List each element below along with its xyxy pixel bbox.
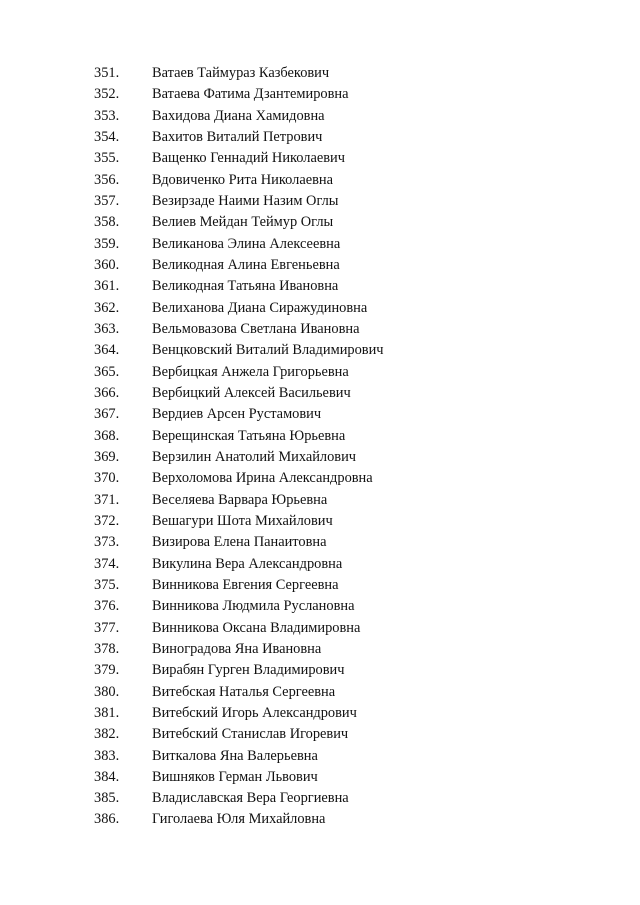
list-item-number: 366. <box>94 384 120 401</box>
list-item-name: Винникова Людмила Руслановна <box>152 598 355 615</box>
list-item <box>0 340 640 361</box>
list-item-number: 356. <box>94 171 120 188</box>
list-item <box>0 746 640 767</box>
list-item <box>0 362 640 383</box>
list-item-number: 358. <box>94 214 120 231</box>
list-item <box>0 703 640 724</box>
list-item <box>0 788 640 809</box>
list-item <box>0 660 640 681</box>
list-item-name: Веселяева Варвара Юрьевна <box>152 491 328 508</box>
list-item <box>0 447 640 468</box>
list-item-number: 359. <box>94 235 120 252</box>
list-item-name: Ващенко Геннадий Николаевич <box>152 150 345 167</box>
list-item <box>0 383 640 404</box>
list-item-name: Верещинская Татьяна Юрьевна <box>152 427 346 444</box>
list-item-number: 365. <box>94 363 120 380</box>
list-item-name: Вербицкая Анжела Григорьевна <box>152 363 349 380</box>
list-item-name: Вельмовазова Светлана Ивановна <box>152 320 360 337</box>
list-item-number: 361. <box>94 278 120 295</box>
list-item <box>0 639 640 660</box>
list-item-name: Вердиев Арсен Рустамович <box>152 406 322 423</box>
list-item-name: Велиханова Диана Сиражудиновна <box>152 299 368 316</box>
list-item-name: Вишняков Герман Львович <box>152 768 318 785</box>
list-item-number: 352. <box>94 86 120 103</box>
list-item-name: Великодная Алина Евгеньевна <box>152 256 340 273</box>
list-item-number: 367. <box>94 406 120 423</box>
list-item-name: Ватаев Таймураз Казбекович <box>152 65 330 81</box>
list-item-number: 380. <box>94 683 120 700</box>
list-item <box>0 319 640 340</box>
list-item-name: Ватаева Фатима Дзантемировна <box>152 86 349 103</box>
list-item <box>0 212 640 233</box>
list-item <box>0 575 640 596</box>
list-item <box>0 596 640 617</box>
list-item-name: Витебский Станислав Игоревич <box>152 726 349 743</box>
list-item-name: Верзилин Анатолий Михайлович <box>152 448 357 465</box>
list-item-name: Вахитов Виталий Петрович <box>152 128 323 145</box>
list-item-number: 369. <box>94 448 120 465</box>
list-item-name: Везирзаде Наими Назим Оглы <box>152 192 339 209</box>
list-item-number: 363. <box>94 320 120 337</box>
list-item <box>0 468 640 489</box>
list-item <box>0 106 640 127</box>
list-item <box>0 255 640 276</box>
list-item-number: 370. <box>94 470 120 487</box>
list-item-number: 379. <box>94 662 120 679</box>
list-item-number: 385. <box>94 790 120 807</box>
list-item <box>0 426 640 447</box>
list-item-number: 360. <box>94 256 120 273</box>
list-item-name: Витебская Наталья Сергеевна <box>152 683 336 700</box>
list-item-number: 381. <box>94 704 120 721</box>
list-item-number: 376. <box>94 598 120 615</box>
list-item-name: Велиев Мейдан Теймур Оглы <box>152 214 334 231</box>
list-item <box>0 554 640 575</box>
list-item <box>0 724 640 745</box>
list-item-number: 362. <box>94 299 120 316</box>
list-item-name: Владиславская Вера Георгиевна <box>152 790 349 807</box>
list-item <box>0 298 640 319</box>
list-item <box>0 490 640 511</box>
list-item-number: 384. <box>94 768 120 785</box>
list-item-number: 374. <box>94 555 120 572</box>
list-item <box>0 767 640 788</box>
list-item-name: Витебский Игорь Александрович <box>152 704 357 721</box>
list-item <box>0 148 640 169</box>
list-item-number: 354. <box>94 128 120 145</box>
list-item-number: 357. <box>94 192 120 209</box>
list-item-name: Виткалова Яна Валерьевна <box>152 747 318 764</box>
list-item-number: 378. <box>94 640 120 657</box>
list-item-name: Верхоломова Ирина Александровна <box>152 470 373 487</box>
list-item-number: 368. <box>94 427 120 444</box>
list-item-name: Вешагури Шота Михайлович <box>152 512 333 529</box>
list-item-number: 375. <box>94 576 120 593</box>
list-item-number: 373. <box>94 534 120 551</box>
list-item-number: 371. <box>94 491 120 508</box>
list-item <box>0 532 640 553</box>
list-item <box>0 809 640 830</box>
list-item-name: Вдовиченко Рита Николаевна <box>152 171 333 188</box>
list-item-name: Великанова Элина Алексеевна <box>152 235 341 252</box>
list-item-name: Гиголаева Юля Михайловна <box>152 811 326 828</box>
list-item <box>0 618 640 639</box>
list-item-number: 351. <box>94 65 120 81</box>
list-item-name: Вирабян Гурген Владимирович <box>152 662 345 679</box>
list-item <box>0 682 640 703</box>
list-item <box>0 276 640 297</box>
list-item-name: Венцковский Виталий Владимирович <box>152 342 384 359</box>
list-item-number: 383. <box>94 747 120 764</box>
list-item <box>0 127 640 148</box>
list-item-name: Вахидова Диана Хамидовна <box>152 107 325 124</box>
list-item-number: 355. <box>94 150 120 167</box>
list-item <box>0 234 640 255</box>
list-item <box>0 63 640 84</box>
list-item-name: Винникова Оксана Владимировна <box>152 619 361 636</box>
list-item-number: 377. <box>94 619 120 636</box>
list-item-number: 353. <box>94 107 120 124</box>
list-item-number: 382. <box>94 726 120 743</box>
list-item <box>0 511 640 532</box>
list-item-name: Великодная Татьяна Ивановна <box>152 278 339 295</box>
list-item-name: Вербицкий Алексей Васильевич <box>152 384 351 401</box>
list-item <box>0 191 640 212</box>
list-item-number: 372. <box>94 512 120 529</box>
list-item <box>0 404 640 425</box>
list-item-name: Винникова Евгения Сергеевна <box>152 576 339 593</box>
list-item <box>0 170 640 191</box>
list-item-number: 386. <box>94 811 120 828</box>
list-item-name: Викулина Вера Александровна <box>152 555 343 572</box>
list-item-name: Виноградова Яна Ивановна <box>152 640 322 657</box>
list-item-number: 364. <box>94 342 120 359</box>
numbered-name-list <box>0 63 640 831</box>
list-item-name: Визирова Елена Панаитовна <box>152 534 327 551</box>
list-item <box>0 84 640 105</box>
